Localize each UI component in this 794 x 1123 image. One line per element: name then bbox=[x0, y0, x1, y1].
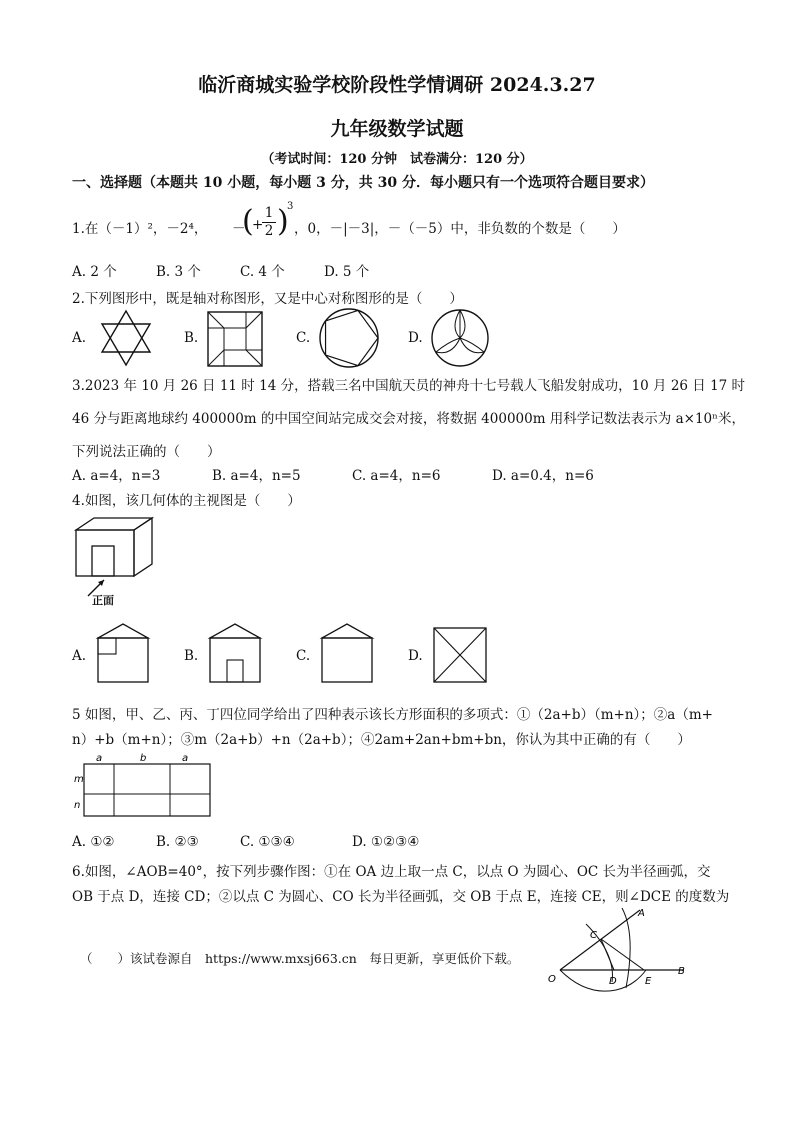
q6-line2: OB 于点 D，连接 CD；②以点 C 为圆心、CO 长为半径画弧，交 OB 于点 E，连接 CE，则∠DCE 的度数为 bbox=[72, 889, 730, 905]
q4-label-a: A. bbox=[72, 648, 87, 664]
q3-line3: 下列说法正确的（ ） bbox=[72, 444, 221, 460]
q1-stem-part1: 1.在（－1）²，－2⁴， bbox=[72, 221, 208, 237]
q1-option-c: C. 4 个 bbox=[240, 264, 285, 280]
q1-fraction-denominator: 2 bbox=[262, 222, 276, 239]
q2-label-b: B. bbox=[184, 330, 199, 346]
q3-line2: 46 分与距离地球约 400000m 的中国空间站完成交会对接，将数据 400000m 用科学记数法表示为 a×10ⁿ米， bbox=[72, 411, 745, 427]
hexagram-figure bbox=[96, 308, 156, 368]
q3-option-d: D. a=0.4，n=6 bbox=[492, 468, 594, 484]
q1-option-b: B. 3 个 bbox=[156, 264, 201, 280]
point-d-label: D bbox=[609, 976, 617, 987]
q2-label-c: C. bbox=[296, 330, 311, 346]
solid-geometry-figure bbox=[74, 516, 154, 608]
pinwheel-square-figure bbox=[206, 310, 264, 368]
q4-option-a-figure bbox=[96, 622, 150, 684]
q4-label-c: C. bbox=[296, 648, 311, 664]
q4-option-d-figure bbox=[432, 626, 488, 684]
q4-option-b-figure bbox=[208, 622, 262, 684]
q2-stem: 2.下列图形中，既是轴对称图形，又是中心对称图形的是（ ） bbox=[72, 291, 463, 307]
q1-option-a: A. 2 个 bbox=[72, 264, 117, 280]
q3-option-a: A. a=4，n=3 bbox=[72, 468, 161, 484]
q1-stem-part2: ，0，－|－3|，－（－5）中，非负数的个数是（ ） bbox=[294, 221, 626, 237]
q5-option-c: C. ①③④ bbox=[240, 834, 295, 850]
q3-option-c: C. a=4，n=6 bbox=[352, 468, 441, 484]
q5-option-a: A. ①② bbox=[72, 834, 115, 850]
q5-option-d: D. ①②③④ bbox=[352, 834, 420, 850]
front-view-label: 正面 bbox=[92, 594, 114, 607]
exam-title: 临沂商城实验学校阶段性学情调研 2024.3.27 bbox=[198, 74, 596, 96]
q6-line1: 6.如图，∠AOB=40°，按下列步骤作图：①在 OA 边上取一点 C，以点 O 为圆心、OC 长为半径画弧，交 bbox=[72, 864, 711, 880]
pentagon-in-circle-figure bbox=[318, 307, 380, 369]
three-petal-circle-figure bbox=[430, 308, 490, 368]
q4-label-d: D. bbox=[408, 648, 423, 664]
q1-fraction-numerator: 1 bbox=[264, 205, 274, 221]
q5-label-side-m: m bbox=[74, 774, 84, 785]
q3-option-b: B. a=4，n=5 bbox=[212, 468, 301, 484]
q5-label-top-b: b bbox=[140, 753, 147, 764]
point-b-label: B bbox=[678, 966, 685, 977]
point-o-label: O bbox=[548, 974, 556, 985]
q4-label-b: B. bbox=[184, 648, 199, 664]
q5-line1: 5 如图，甲、乙、丙、丁四位同学给出了四种表示该长方形面积的多项式：①（2a+b）（m+n）；②a（m+ bbox=[72, 707, 713, 723]
point-c-label: C bbox=[590, 930, 597, 941]
exam-meta: （考试时间：120 分钟 试卷满分：120 分） bbox=[261, 152, 533, 167]
q5-label-top-a2: a bbox=[182, 753, 189, 764]
q4-option-c-figure bbox=[320, 622, 374, 684]
exam-subtitle: 九年级数学试题 bbox=[330, 118, 464, 140]
rectangle-area-figure bbox=[74, 752, 214, 822]
angle-construction-figure bbox=[546, 904, 692, 996]
q4-stem: 4.如图，该几何体的主视图是（ ） bbox=[72, 493, 301, 509]
section-heading: 一、选择题（本题共 10 小题，每小题 3 分，共 30 分．每小题只有一个选项符合题目要求） bbox=[72, 175, 654, 191]
q1-option-d: D. 5 个 bbox=[324, 264, 370, 280]
q2-label-d: D. bbox=[408, 330, 423, 346]
q5-line2: n）+b（m+n）；③m（2a+b）+n（2a+b）；④2am+2an+bm+bn，你认为其中正确的有（ ） bbox=[72, 732, 691, 748]
q2-label-a: A. bbox=[72, 330, 87, 346]
q5-label-top-a1: a bbox=[96, 753, 103, 764]
q6-line3-source-note: （ ）该试卷源自 https://www.mxsj663.cn 每日更新，享更低价下载。 bbox=[80, 951, 520, 966]
point-a-label: A bbox=[638, 908, 645, 919]
q1-close-paren: ) bbox=[277, 204, 289, 239]
q1-exponent: 3 bbox=[287, 201, 294, 212]
q3-line1: 3.2023 年 10 月 26 日 11 时 14 分，搭载三名中国航天员的神舟十七号载人飞船发射成功，10 月 26 日 17 时 bbox=[72, 378, 746, 394]
q1-power-expression: － ( + bbox=[232, 204, 264, 239]
q5-label-side-n: n bbox=[74, 800, 81, 811]
point-e-label: E bbox=[645, 976, 652, 987]
q5-option-b: B. ②③ bbox=[156, 834, 199, 850]
q1-fraction bbox=[262, 205, 276, 239]
